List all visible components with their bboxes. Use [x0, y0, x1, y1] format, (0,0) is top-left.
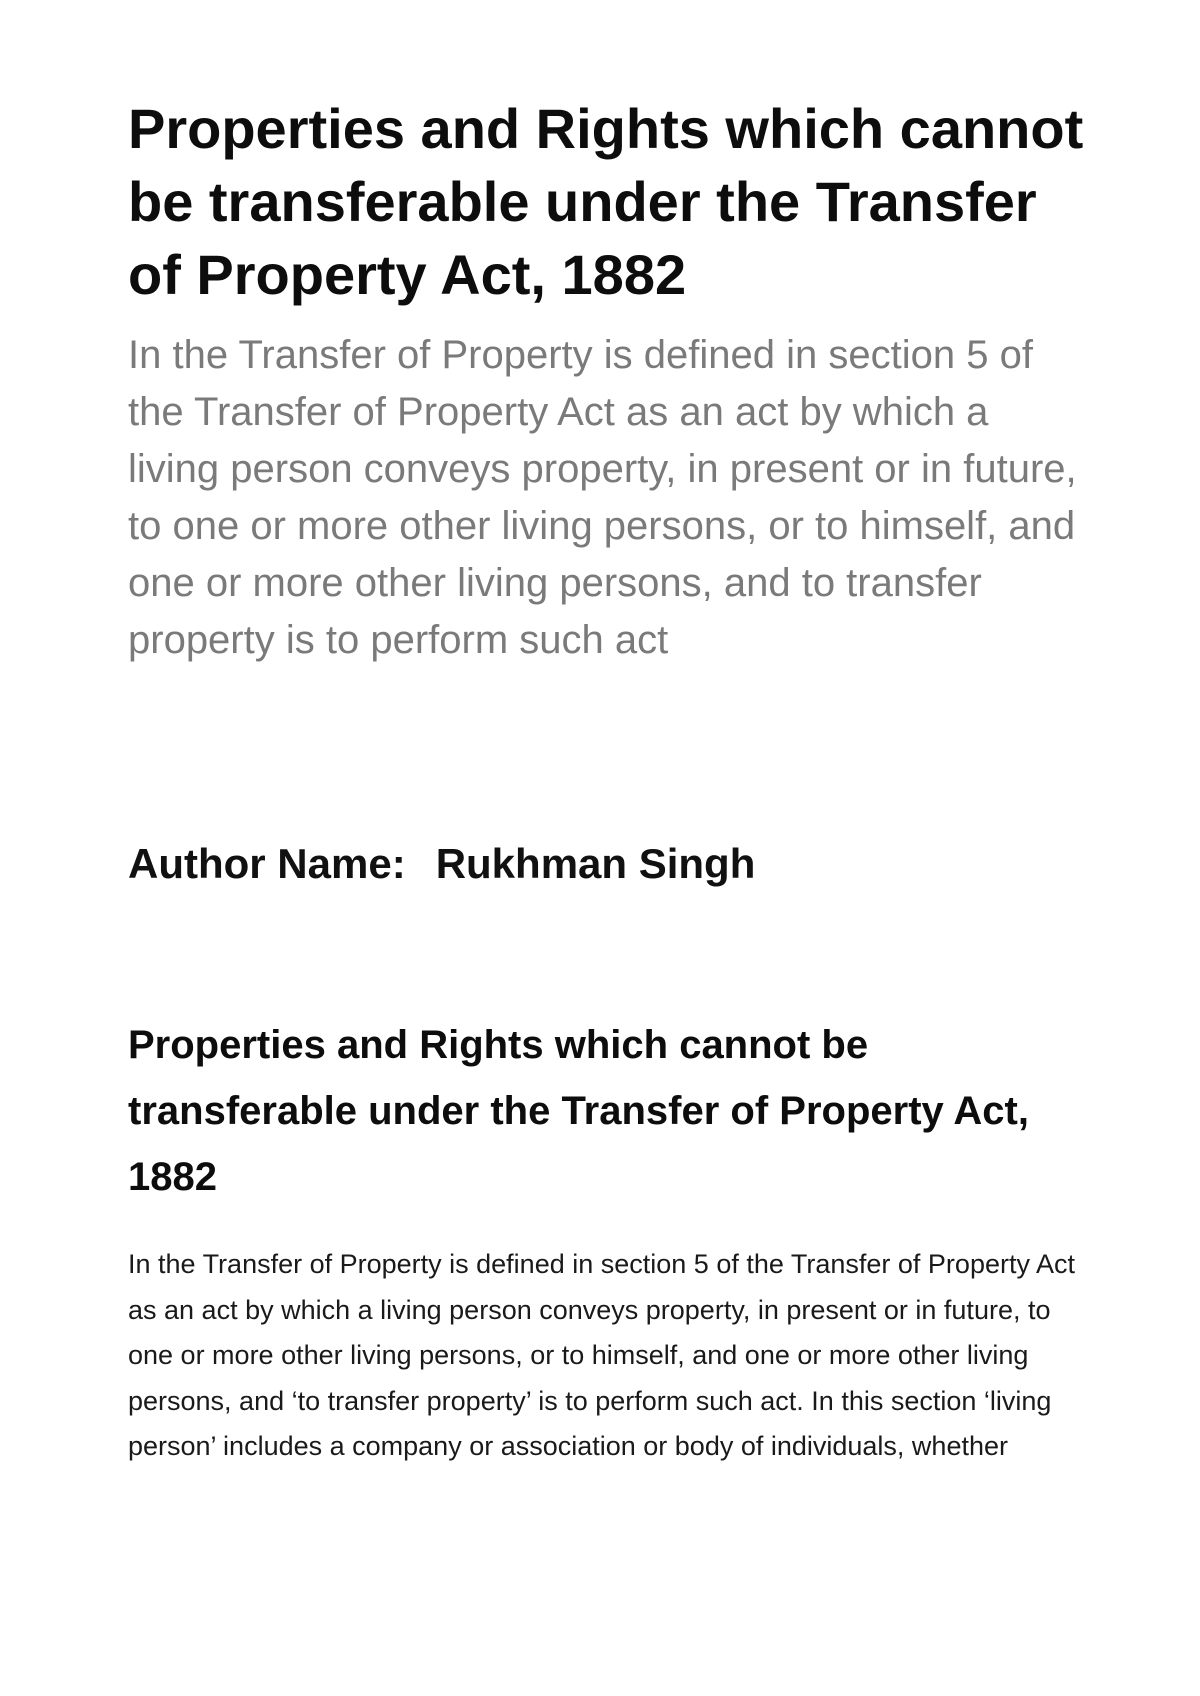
section-heading: Properties and Rights which cannot be transferable under the Transfer of Property Act, 1882	[128, 1023, 1029, 1199]
author-name: Rukhman Singh	[435, 840, 756, 887]
document-title: Properties and Rights which cannot be transferable under the Transfer of Property Act, 1882	[128, 97, 1084, 306]
author-label: Author Name:	[128, 840, 406, 887]
section-body: In the Transfer of Property is defined in section 5 of the Transfer of Property Act as an act by which a living person conveys property, in present or in future, to one or more other living persons, or to himself, and one or more other living persons, and ‘to transfer property’ is to perform such act. In this section ‘living person’ includes a company or association or body of individuals, whether	[128, 1249, 1075, 1461]
document-page	[128, 92, 1088, 1461]
author-line	[128, 840, 755, 888]
document-summary: In the Transfer of Property is defined in section 5 of the Transfer of Property Act as an act by which a living person conveys property, in present or in future, to one or more other living persons, or to himself, and one or more other living persons, and to transfer property is to perform such act	[128, 333, 1077, 662]
